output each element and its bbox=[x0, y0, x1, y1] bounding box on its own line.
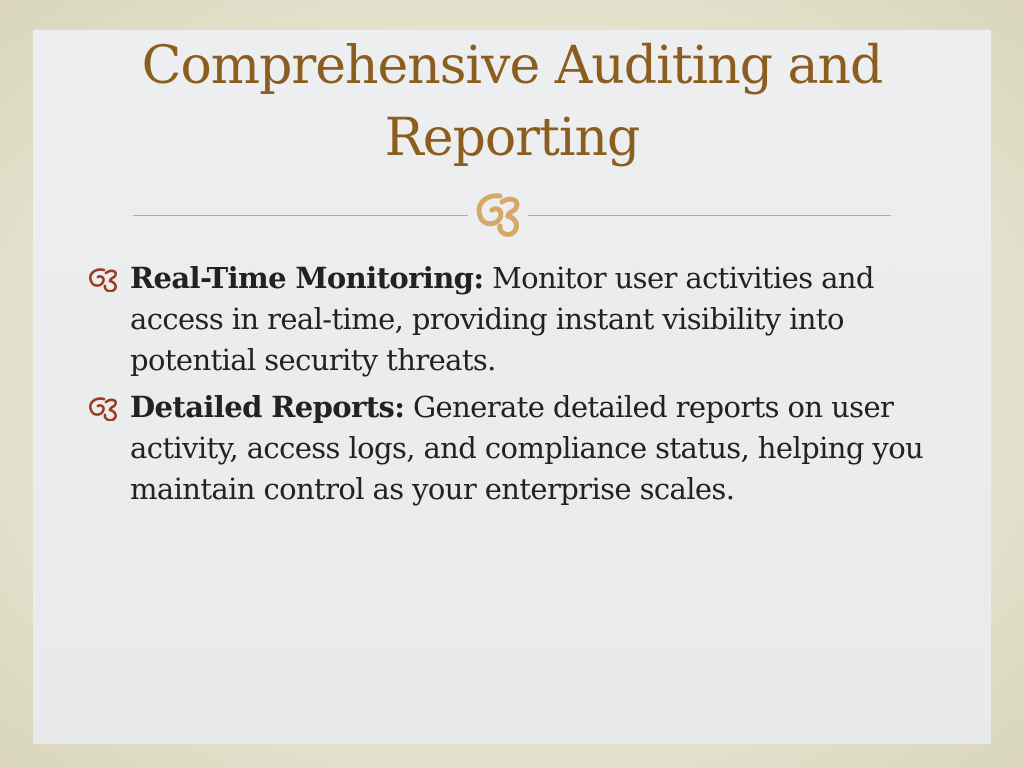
bullet-label: Detailed Reports: bbox=[130, 390, 405, 424]
scroll-ornament-icon bbox=[84, 391, 124, 421]
slide-title-line-2: Reporting bbox=[384, 108, 640, 168]
bullet-text: Generate detailed reports on user activity, access logs, and compliance status, helping you maintain control as your enterprise scales. bbox=[130, 390, 924, 506]
scroll-ornament-icon bbox=[468, 188, 528, 240]
bullet-text: Monitor user activities and access in real-time, providing instant visibility into potential security threats. bbox=[130, 261, 874, 377]
bullet-item-detailed-reports bbox=[84, 387, 944, 510]
bullet-label: Real-Time Monitoring: bbox=[130, 261, 484, 295]
bullet-item-real-time-monitoring bbox=[84, 258, 944, 381]
slide-title-line-1: Comprehensive Auditing and bbox=[141, 36, 883, 96]
slide-title bbox=[0, 30, 1024, 174]
scroll-ornament-icon bbox=[84, 262, 124, 292]
bullet-list bbox=[84, 258, 944, 516]
